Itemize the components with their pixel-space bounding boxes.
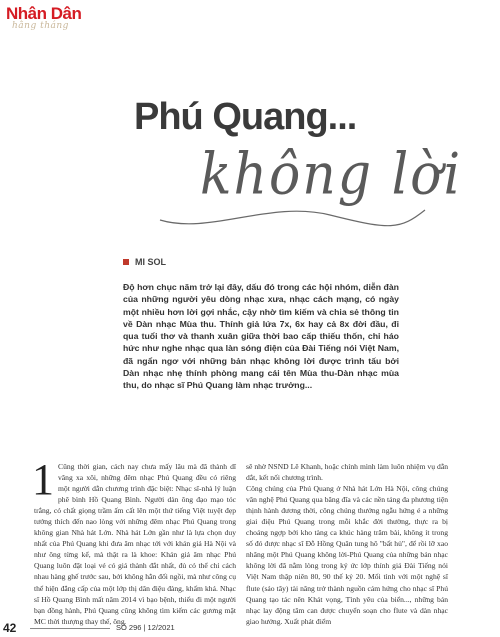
masthead-logo — [6, 4, 126, 38]
issue-label: SỐ 296 | 12/2021 — [116, 623, 175, 632]
dropcap: 1 — [32, 455, 54, 504]
page-number: 42 — [3, 621, 17, 635]
author-byline — [123, 257, 166, 267]
article-title: Phú Quang... — [134, 96, 357, 138]
article-body — [32, 455, 448, 626]
author-name: MI SOL — [135, 257, 166, 267]
footer-divider — [30, 628, 110, 629]
page-footer — [0, 620, 500, 637]
body-column-1 — [32, 455, 236, 626]
article-script-subtitle: không lời — [200, 142, 463, 208]
masthead-subtitle: hằng tháng — [12, 21, 69, 31]
masthead-name: Nhân Dân — [6, 4, 82, 23]
column-1-text: Cũng thời gian, cách nay chưa mấy lâu mà đã thành dĩ vãng xa xôi, những đêm nhạc Phú Quang đều có riêng một người dẫn chương trình đặc biệt: Nhạc sĩ-nhà lý luận phê bình Hồ Quang Bình. Người dàn ông đạo mạo tóc trắng, có chất giọng trầm ấm cất lên một thứ tiếng Việt tuyệt đẹp tướng thích đến nao lòng với những đêm nhạc Phú Quang trong không gian Nhà hát Lớn. Nhà hát Lớn gần như là lựa chọn duy nhất của Phú Quang khi đưa âm nhạc tới với khán giả Hà Nội và như ông từng kể, mà thật ra là khoe: Khán giả âm nhạc Phú Quang luôn đặt loại vé có giá thành đắt nhất, đủ có thể chỉ cách nhau hàng ghế trước sau, bởi không hẳn đối ngồi, mà như công cụ thể hiện đẳng cấp của một lớp thị dân điệu đàng, khấm khá. Nhạc sĩ Hồ Quang Bình mất năm 2014 vì bạo bệnh, thiếu đi một người bạn đồng hành, Phú Quang cũng không tìm kiếm các gương mặt MC thời thượng thay thế, ông — [34, 462, 236, 626]
byline-square-icon — [123, 259, 129, 265]
script-flourish-decoration — [150, 180, 430, 240]
body-column-2: sẽ nhờ NSND Lê Khanh, hoặc chính mình làm luôn nhiệm vụ dẫn dắt, kết nối chương trình. Công chúng của Phú Quang ở Nhà hát Lớn Hà Nội, công chúng văn nghệ Phú Quang qua băng đĩa và các nền tảng đa phương tiện thịnh hành đương thời, công chúng thưởng ngẫu hứng é a những giai điệu Phú Quang trong mỗi khắc đời thường, thực ra bị choáng ngợp bởi kho tàng ca khúc hàng trăm bài, không ít trong số đó được nhạc sĩ Đỗ Hồng Quân tung hô "bất hủ", để rồi lỡ xao nhãng một Phú Quang không lời-Phú Quang của những bản nhạc không lời đã nằm lòng trong ký ức lớp thính giả Đài Tiếng nói Việt Nam thập niên 80, 90 thế kỷ 20. Mối tình với một nghệ sĩ flute (sáo tây) tài năng trở thành nguồn cảm hứng cho nhạc sĩ Phú Quang tạo tác nên Khát vọng, Tình yêu của biển..., những bản nhạc lay động tâm can được chuyển soạn cho flute và dàn nhạc giao hưởng. Xuất phát điểm — [246, 462, 448, 626]
article-intro: Độ hơn chục năm trở lại đây, dấu đó trong các hội nhóm, diễn đàn của những người yêu dòng nhạc xưa, nhạc cách mạng, có ngày một nhiều hơn lời gợi nhắc, cậy nhờ tìm kiếm và chia sẻ thông tin về Dàn nhạc Mùa thu. Thính giả lứa 7x, 6x hay cả 8x đời đầu, đi qua tuổi thơ và thanh xuân giữa thời bao cấp thiếu thốn, chỉ háo hức như nghe nhạc qua làn sóng điện của Đài Tiếng nói Việt Nam, đã ngẩn ngơ với những bản nhạc không lời được trình tấu bởi Dàn nhạc nhẹ thính phòng mang cái tên Mùa thu-Dàn nhạc mùa thu, do nhạc sĩ Phú Quang làm nhạc trưởng... — [123, 282, 399, 391]
